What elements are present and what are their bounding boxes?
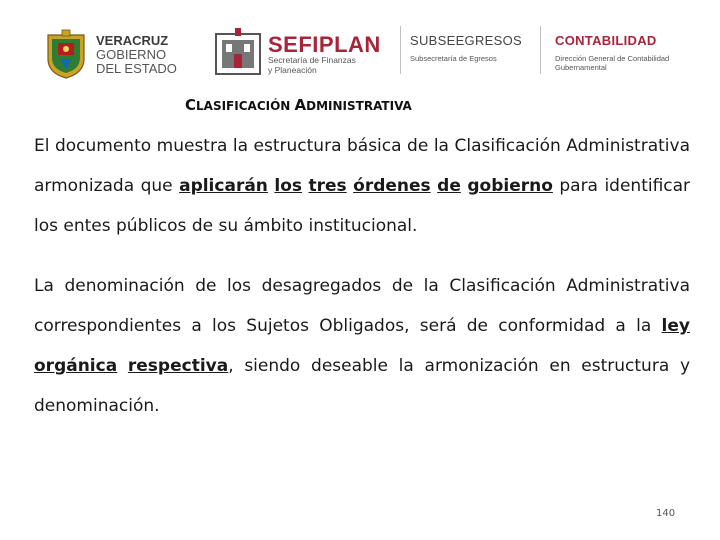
page-number: 140 (656, 508, 676, 519)
subsecretaria-subtitle: Subsecretaría de Egresos (410, 54, 497, 63)
p2-underlined-1: ley (661, 316, 690, 336)
paragraph-2 (34, 266, 690, 426)
p1-text-a: El documento muestra la estructura básica de la Clasificación Administrativa armonizada que (34, 136, 690, 196)
p1-underlined-4: órdenes (353, 176, 431, 196)
subsecretaria-title: SUBSEEGRESOS (410, 33, 522, 48)
veracruz-line2: GOBIERNO (96, 47, 167, 62)
title-initial-c: C (185, 96, 197, 114)
sefiplan-name: SEFIPLAN (268, 32, 381, 57)
p1-text-b: para identificar los entes públicos de su ámbito institucional. (34, 176, 691, 236)
header-divider (400, 26, 401, 74)
p1-underlined-5: de (437, 176, 461, 196)
p1-underlined-3: tres (308, 176, 347, 196)
title-part1: LASIFICACIÓN (196, 99, 295, 113)
p2-text-a: La denominación de los desagregados de la Clasificación Administrativa correspondientes a los Sujetos Obligados, será de conformidad a la (34, 276, 690, 336)
title-initial-a: A (294, 96, 307, 114)
paragraph-1 (34, 126, 690, 246)
veracruz-wordmark (96, 34, 177, 76)
title-part2: DMINISTRATIVA (306, 99, 412, 113)
p1-underlined-2: los (274, 176, 303, 196)
p2-underlined-2: orgánica (34, 356, 118, 376)
veracruz-crest-icon (42, 29, 90, 79)
contabilidad-title: CONTABILIDAD (555, 33, 657, 48)
p2-underlined-3: respectiva (127, 356, 229, 376)
veracruz-line3: DEL ESTADO (96, 61, 177, 76)
sefiplan-castle-icon (212, 26, 264, 78)
sefiplan-sub2: y Planeación (268, 65, 317, 75)
veracruz-line1: VERACRUZ (96, 33, 169, 48)
sefiplan-sub1: Secretaría de Finanzas (268, 55, 356, 65)
page-title (185, 96, 412, 114)
p1-underlined-6: gobierno (467, 176, 553, 196)
header-divider (540, 26, 541, 74)
contabilidad-subtitle: Dirección General de Contabilidad Gubernamental (555, 54, 670, 72)
p1-underlined-1: aplicarán (179, 176, 268, 196)
sefiplan-subtitle (268, 55, 356, 75)
p2-text-b: , siendo deseable la armonización en estructura y denominación. (34, 356, 691, 416)
